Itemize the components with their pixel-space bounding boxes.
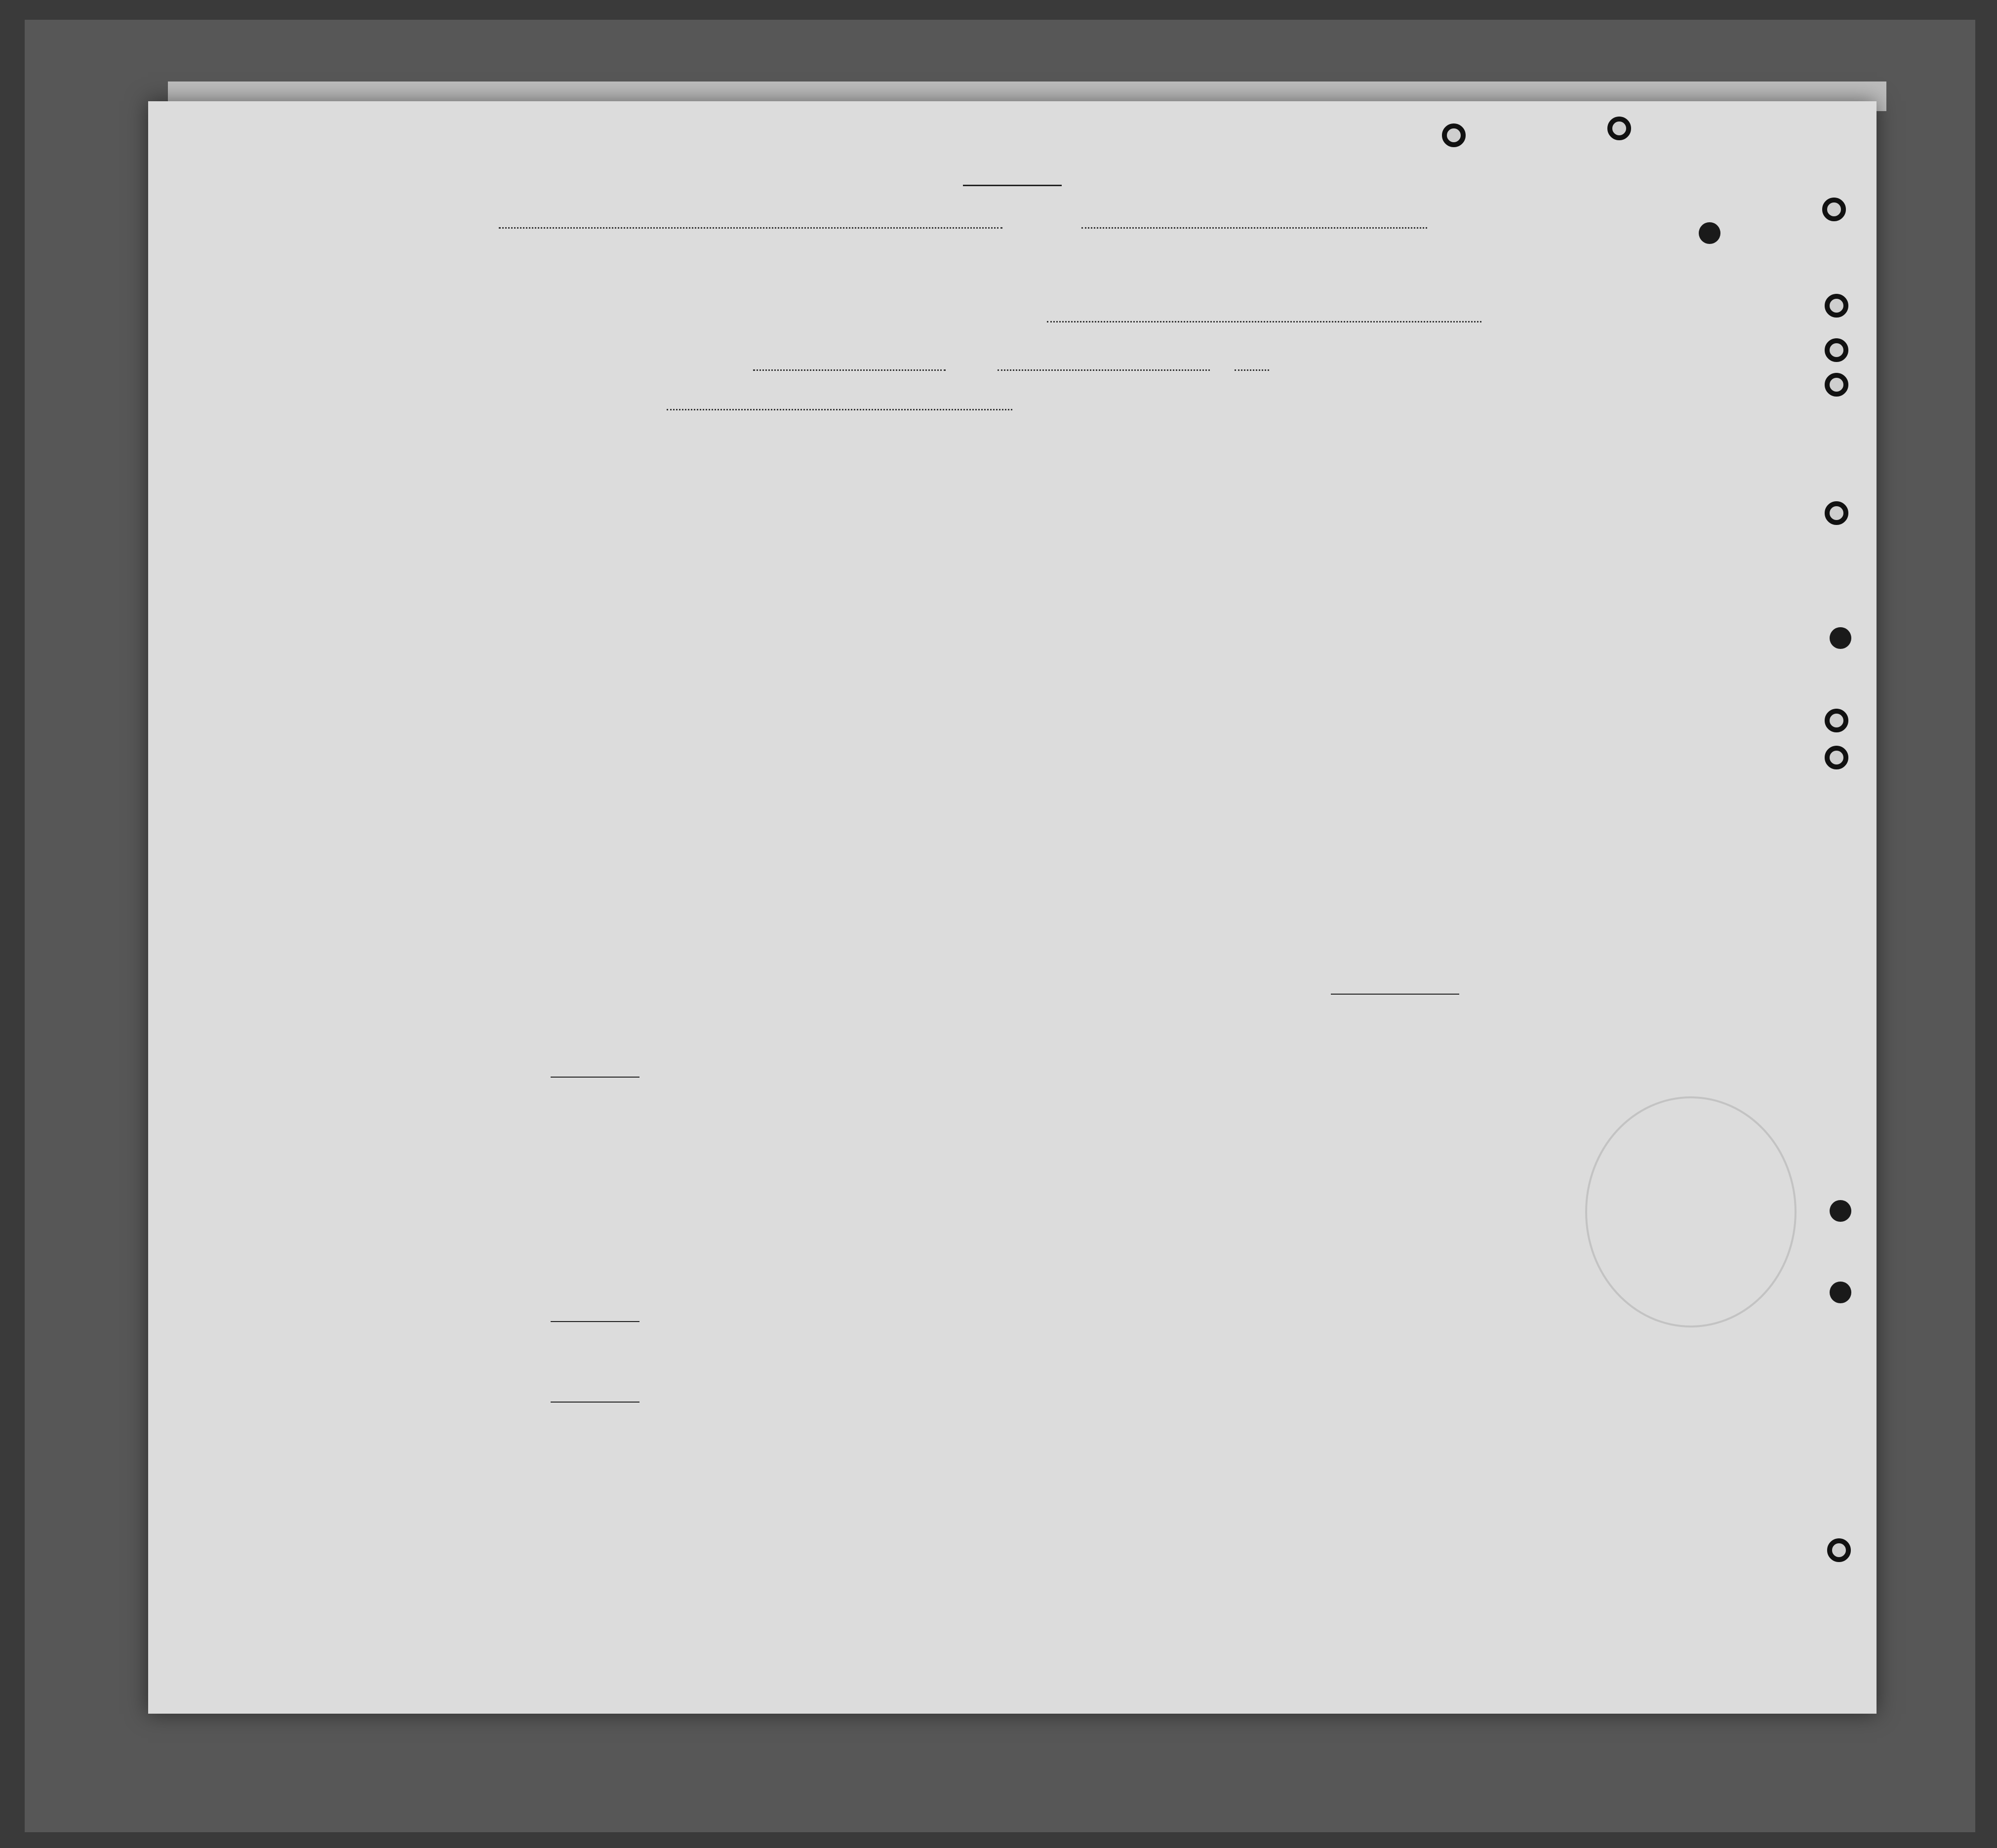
extract1917-body <box>226 1112 955 1124</box>
punch-hole <box>1830 1200 1851 1222</box>
extract1924-sec19 <box>226 1463 955 1475</box>
master-signature-field[interactable] <box>1047 321 1481 322</box>
extract1924-sec20a <box>226 1511 955 1523</box>
extract1917-sec-label <box>226 1112 248 1124</box>
affidavit-name-field[interactable] <box>499 227 1002 229</box>
punch-hole <box>1827 1538 1851 1562</box>
sec19-label <box>226 1463 248 1475</box>
races-rule <box>1331 994 1459 995</box>
sec20-label <box>226 1511 248 1523</box>
affidavit-rule <box>963 185 1062 186</box>
faint-seal-stamp <box>1585 1096 1797 1327</box>
sworn-month-field[interactable] <box>998 369 1210 371</box>
sworn-year-field[interactable] <box>1235 369 1269 371</box>
extract1917-rule <box>551 1321 639 1322</box>
inspector-signature-field[interactable] <box>667 409 1012 410</box>
subdivision-rule <box>551 1402 639 1403</box>
affidavit-vessel-field[interactable] <box>1081 227 1427 229</box>
notice-rule <box>551 1077 639 1078</box>
bleed-crew-rows <box>0 0 1997 889</box>
sworn-date-field[interactable] <box>753 369 946 371</box>
punch-hole <box>1830 1282 1851 1303</box>
